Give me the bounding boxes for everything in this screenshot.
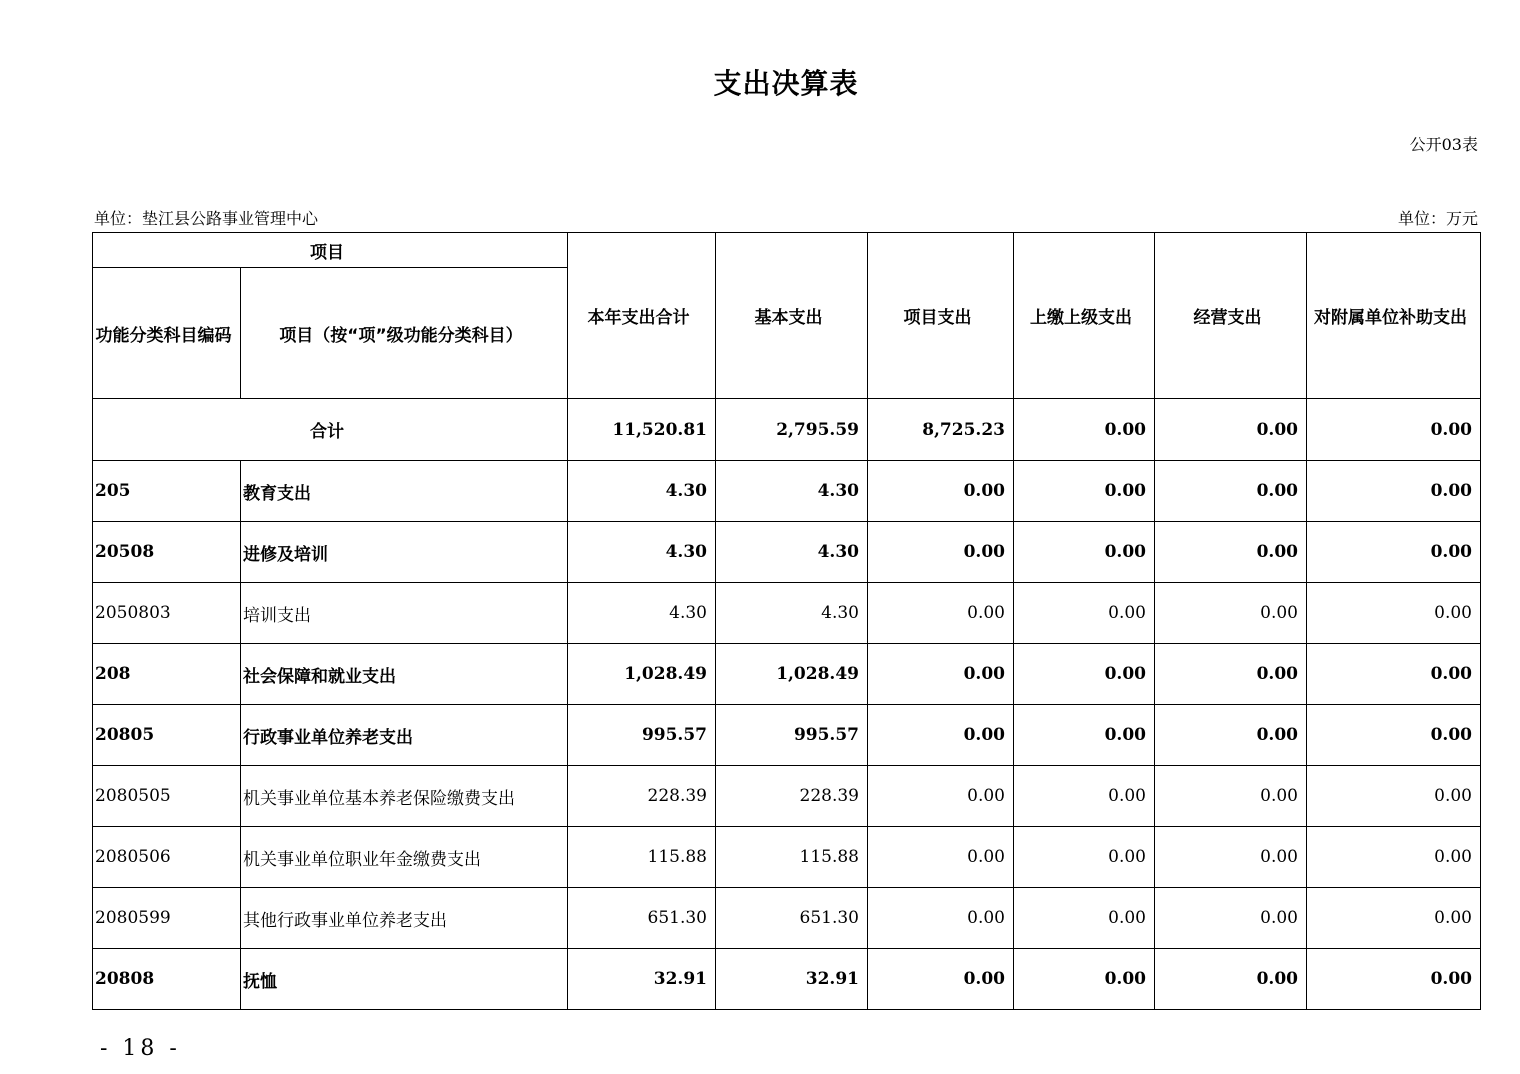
- header-project-expense: 项目支出: [868, 233, 1014, 399]
- row-name: 机关事业单位基本养老保险缴费支出: [241, 766, 568, 827]
- total-subsidy: 0.00: [1307, 399, 1481, 461]
- row-basic: 228.39: [716, 766, 868, 827]
- row-business: 0.00: [1155, 583, 1307, 644]
- header-business: 经营支出: [1155, 233, 1307, 399]
- row-basic: 115.88: [716, 827, 868, 888]
- row-basic: 32.91: [716, 949, 868, 1010]
- row-upper: 0.00: [1014, 583, 1155, 644]
- row-name: 培训支出: [241, 583, 568, 644]
- table-row: [93, 705, 1481, 766]
- row-subsidy: 0.00: [1307, 827, 1481, 888]
- total-label: 合计: [93, 399, 568, 461]
- row-project-expense: 0.00: [868, 461, 1014, 522]
- table-row: [93, 766, 1481, 827]
- row-subsidy: 0.00: [1307, 461, 1481, 522]
- table-row: [93, 461, 1481, 522]
- row-business: 0.00: [1155, 766, 1307, 827]
- row-basic: 1,028.49: [716, 644, 868, 705]
- total-row: [93, 399, 1481, 461]
- row-business: 0.00: [1155, 888, 1307, 949]
- row-code: 20808: [93, 949, 241, 1010]
- row-business: 0.00: [1155, 461, 1307, 522]
- row-upper: 0.00: [1014, 461, 1155, 522]
- page-number: - 18 -: [100, 1036, 181, 1061]
- row-business: 0.00: [1155, 644, 1307, 705]
- row-code: 2080599: [93, 888, 241, 949]
- row-business: 0.00: [1155, 827, 1307, 888]
- row-total: 4.30: [568, 522, 716, 583]
- row-code: 2080505: [93, 766, 241, 827]
- row-upper: 0.00: [1014, 888, 1155, 949]
- header-subsidy: 对附属单位补助支出: [1307, 233, 1481, 399]
- table-row: [93, 949, 1481, 1010]
- row-code: 20805: [93, 705, 241, 766]
- row-subsidy: 0.00: [1307, 888, 1481, 949]
- row-project-expense: 0.00: [868, 644, 1014, 705]
- row-project-expense: 0.00: [868, 705, 1014, 766]
- table-row: [93, 827, 1481, 888]
- row-total: 1,028.49: [568, 644, 716, 705]
- row-code: 208: [93, 644, 241, 705]
- header-name: 项目（按“项”级功能分类科目）: [241, 268, 568, 399]
- header-basic: 基本支出: [716, 233, 868, 399]
- row-total: 4.30: [568, 461, 716, 522]
- row-total: 228.39: [568, 766, 716, 827]
- row-project-expense: 0.00: [868, 766, 1014, 827]
- row-business: 0.00: [1155, 705, 1307, 766]
- row-basic: 4.30: [716, 583, 868, 644]
- row-upper: 0.00: [1014, 644, 1155, 705]
- row-project-expense: 0.00: [868, 949, 1014, 1010]
- row-project-expense: 0.00: [868, 522, 1014, 583]
- total-total: 11,520.81: [568, 399, 716, 461]
- header-project: 项目: [93, 233, 568, 268]
- row-total: 995.57: [568, 705, 716, 766]
- header-code: 功能分类科目编码: [93, 268, 241, 399]
- expenditure-table: [92, 232, 1481, 1010]
- row-project-expense: 0.00: [868, 583, 1014, 644]
- row-total: 651.30: [568, 888, 716, 949]
- row-subsidy: 0.00: [1307, 766, 1481, 827]
- row-name: 其他行政事业单位养老支出: [241, 888, 568, 949]
- row-basic: 4.30: [716, 461, 868, 522]
- row-business: 0.00: [1155, 949, 1307, 1010]
- row-name: 抚恤: [241, 949, 568, 1010]
- table-row: [93, 583, 1481, 644]
- row-code: 205: [93, 461, 241, 522]
- row-name: 行政事业单位养老支出: [241, 705, 568, 766]
- row-total: 32.91: [568, 949, 716, 1010]
- total-basic: 2,795.59: [716, 399, 868, 461]
- total-project-expense: 8,725.23: [868, 399, 1014, 461]
- page-title: 支出决算表: [713, 67, 859, 100]
- total-business: 0.00: [1155, 399, 1307, 461]
- row-code: 2050803: [93, 583, 241, 644]
- form-number: 公开03表: [1409, 135, 1478, 154]
- row-upper: 0.00: [1014, 766, 1155, 827]
- row-subsidy: 0.00: [1307, 644, 1481, 705]
- row-project-expense: 0.00: [868, 827, 1014, 888]
- row-code: 2080506: [93, 827, 241, 888]
- unit-currency: 单位：万元: [1397, 209, 1478, 228]
- header-upper: 上缴上级支出: [1014, 233, 1155, 399]
- row-code: 20508: [93, 522, 241, 583]
- row-name: 进修及培训: [241, 522, 568, 583]
- row-basic: 995.57: [716, 705, 868, 766]
- row-upper: 0.00: [1014, 522, 1155, 583]
- row-project-expense: 0.00: [868, 888, 1014, 949]
- row-business: 0.00: [1155, 522, 1307, 583]
- row-total: 4.30: [568, 583, 716, 644]
- total-upper: 0.00: [1014, 399, 1155, 461]
- row-upper: 0.00: [1014, 705, 1155, 766]
- row-basic: 4.30: [716, 522, 868, 583]
- row-total: 115.88: [568, 827, 716, 888]
- row-upper: 0.00: [1014, 827, 1155, 888]
- row-subsidy: 0.00: [1307, 949, 1481, 1010]
- table-row: [93, 888, 1481, 949]
- row-name: 教育支出: [241, 461, 568, 522]
- row-name: 社会保障和就业支出: [241, 644, 568, 705]
- row-subsidy: 0.00: [1307, 522, 1481, 583]
- table-row: [93, 644, 1481, 705]
- header-total: 本年支出合计: [568, 233, 716, 399]
- row-upper: 0.00: [1014, 949, 1155, 1010]
- unit-organization: 单位：垫江县公路事业管理中心: [94, 209, 319, 228]
- table-row: [93, 522, 1481, 583]
- row-subsidy: 0.00: [1307, 583, 1481, 644]
- row-name: 机关事业单位职业年金缴费支出: [241, 827, 568, 888]
- row-subsidy: 0.00: [1307, 705, 1481, 766]
- row-basic: 651.30: [716, 888, 868, 949]
